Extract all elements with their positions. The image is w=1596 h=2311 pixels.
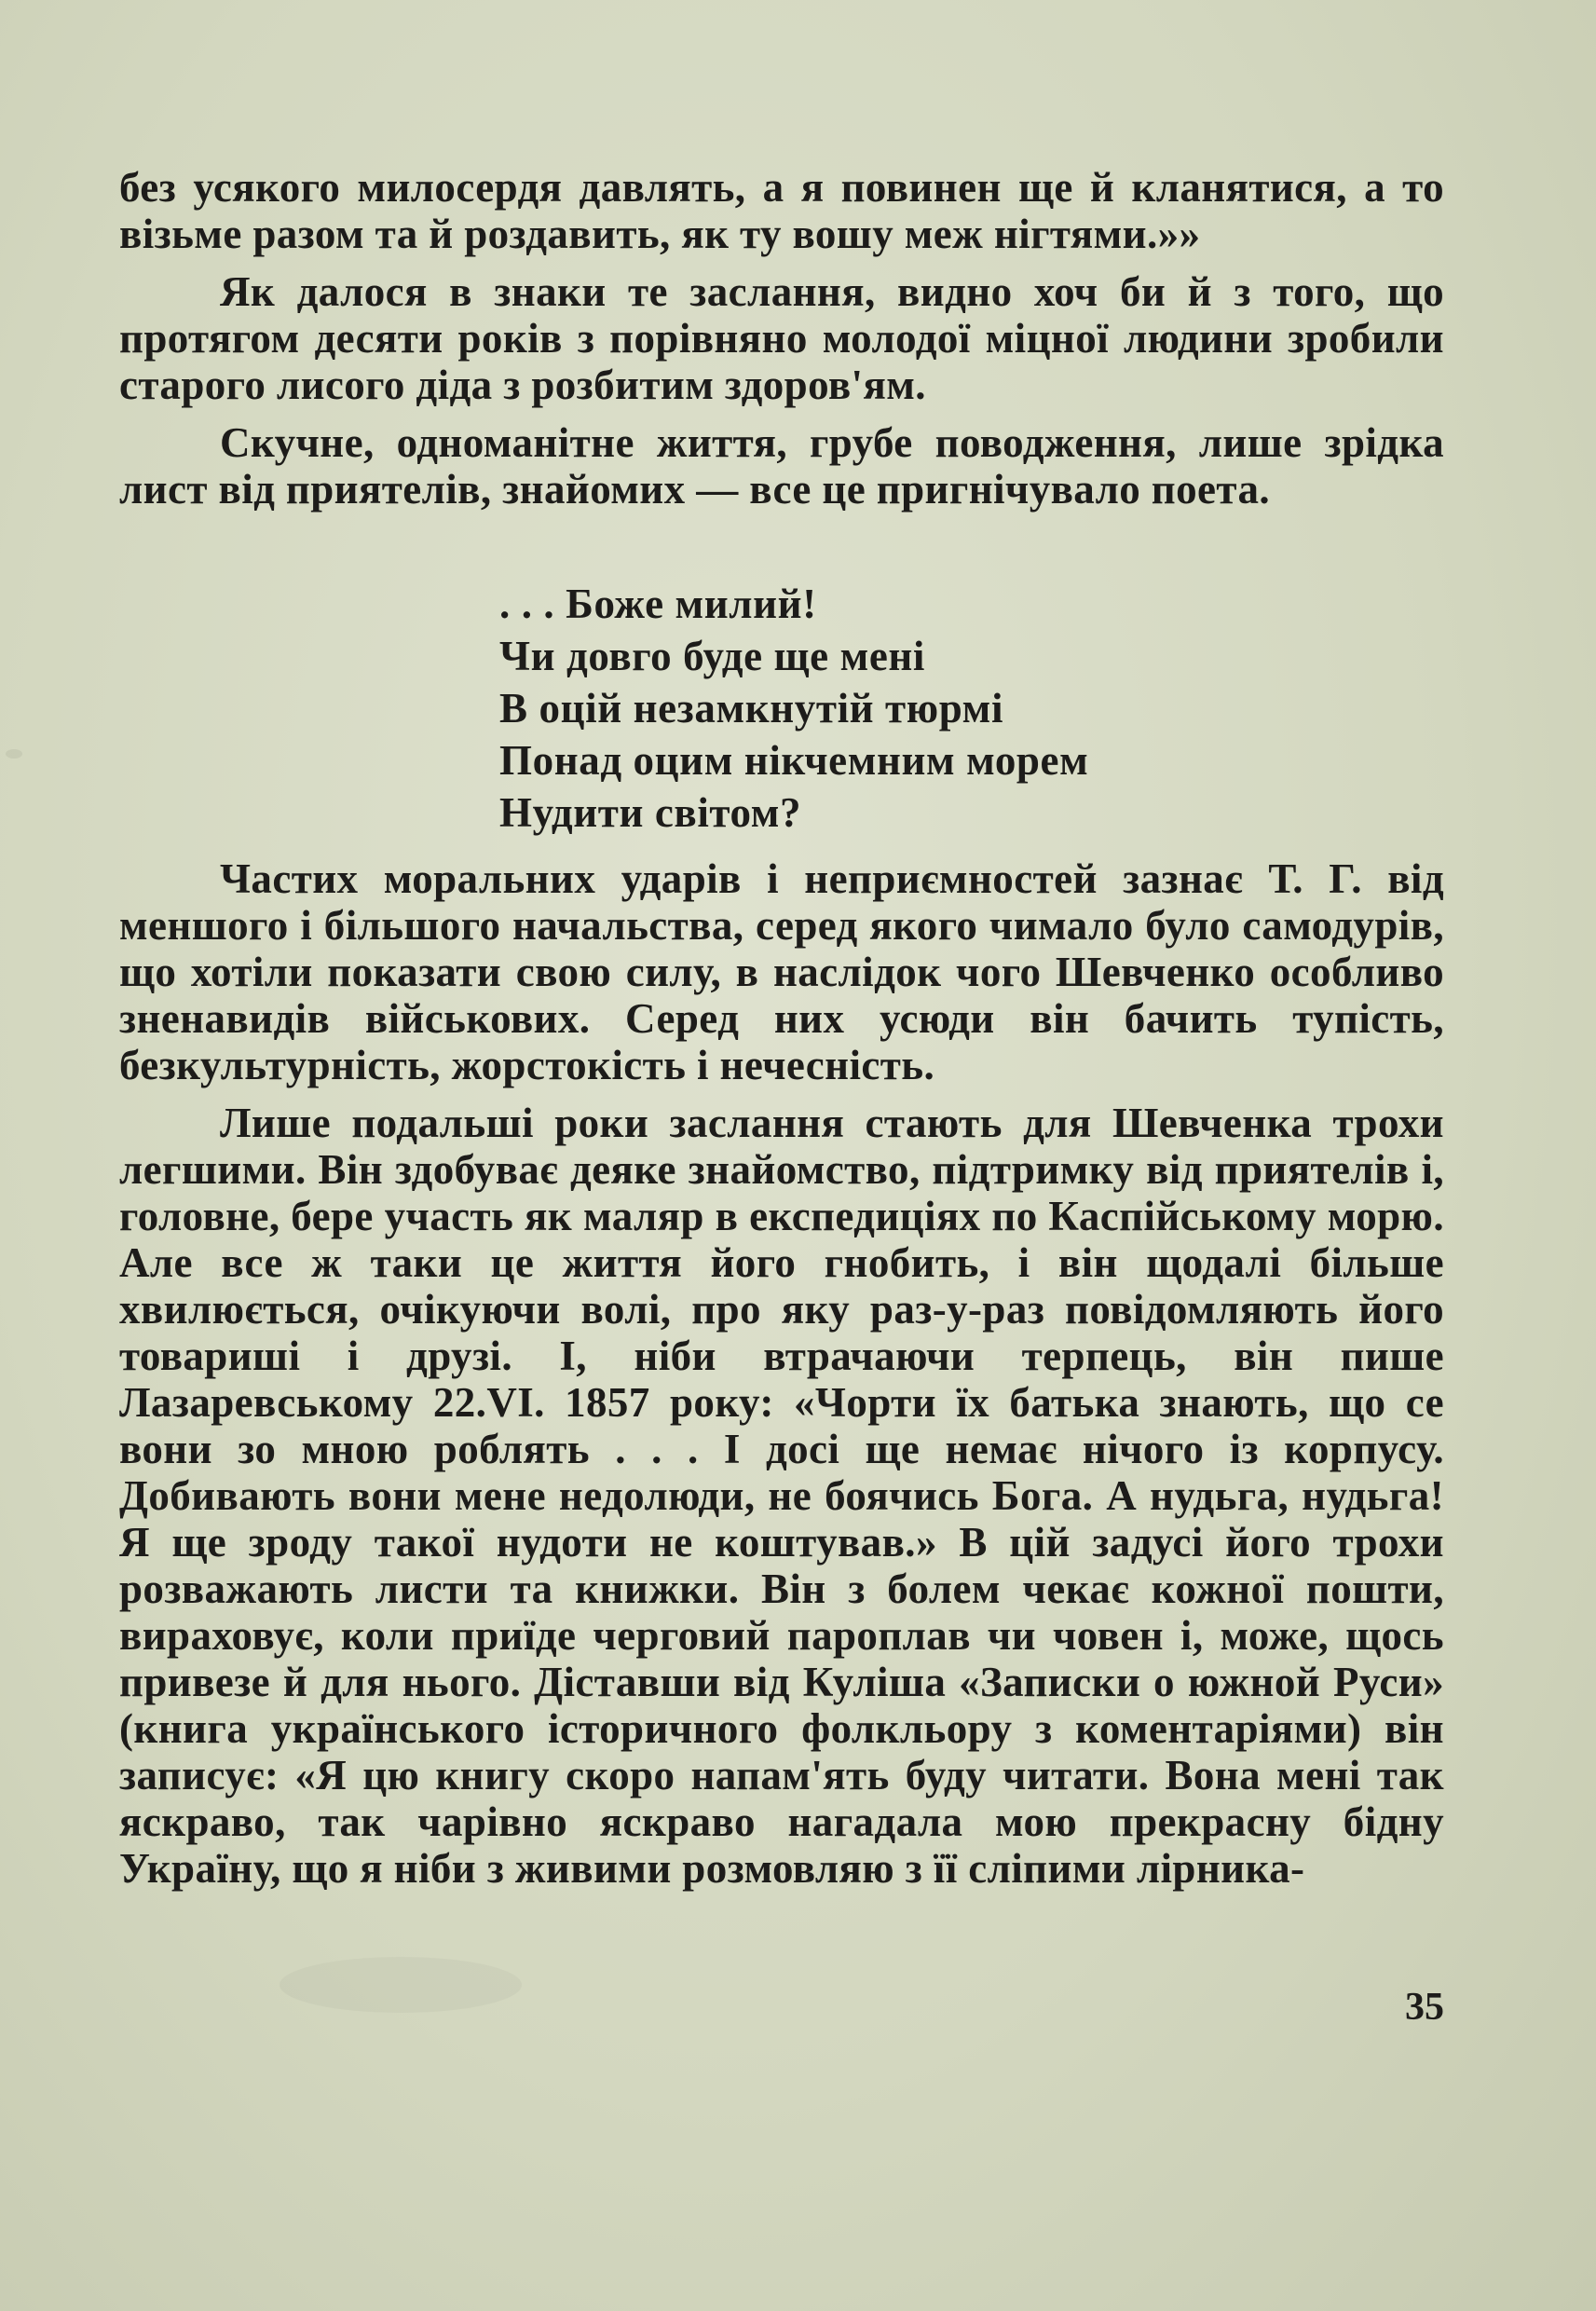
poem-line: Чи довго буде ще мені xyxy=(499,633,926,679)
poem-line: В оцій незамкнутій тюрмі xyxy=(499,685,1004,732)
paragraph-moral-blows: Частих моральних ударів і неприємностей зазнає Т. Г. від меншого і більшого начальства, серед якого чимало було самодурів, що хотіли показати свою силу, в наслідок чого Шевченко особливо зненавидів військових. Серед них усюди він бачить тупість, безкультурність, жорстокість і нечесність. xyxy=(119,855,1444,1088)
bottom-text-block xyxy=(119,855,1444,1892)
poem-quote xyxy=(499,578,1088,839)
paragraph-monotonous-life: Скучне, одноманітне життя, грубе поводження, лише зрідка лист від приятелів, знайомих — все це пригнічувало поета. xyxy=(119,419,1444,513)
poem-line: Нудити світом? xyxy=(499,789,802,836)
ink-spot xyxy=(6,749,22,759)
paragraph-exile-toll: Як далося в знаки те заслання, видно хоч би й з того, що протягом десяти років з порівняно молодої міцної людини зробили старого лисого діда з розбитим здоров'ям. xyxy=(119,268,1444,408)
show-through-stain xyxy=(280,1957,522,2013)
paragraph-later-years: Лише подальші роки заслання стають для Шевченка трохи легшими. Він здобуває деяке знайомство, підтримку від приятелів і, головне, бере участь як маляр в експедиціях по Каспійському морю. Але все ж таки це життя його гнобить, і він щодалі більше хвилюється, очікуючи волі, про яку раз-у-раз повідомляють його товариші і друзі. І, ніби втрачаючи терпець, він пише Лазаревському 22.VI. 1857 року: «Чорти їх батька знають, що се вони зо мною роблять . . . І досі ще немає нічого із корпусу. Добивають вони мене недолюди, не боячись Бога. А нудьга, нудьга! Я ще зроду такої нудоти не коштував.» В цій задусі його трохи розважають листи та книжки. Він з болем чекає кожної пошти, вираховує, коли приїде черговий пароплав чи човен і, може, щось привезе й для нього. Діставши від Куліша «Записки о южной Руси» (книга українського історичного фолкльору з коментаріями) він записує: «Я цю книгу скоро напам'ять буду читати. Вона мені так яскраво, так чарівно яскраво нагадала мою прекрасну бідну Україну, що я ніби з живими розмовляю з її сліпими лірника- xyxy=(119,1100,1444,1892)
paragraph-continuation: без усякого милосердя давлять, а я повинен ще й кланятися, а то візьме разом та й роздавить, як ту вошу меж нігтями.»» xyxy=(119,164,1444,257)
poem-line: . . . Боже милий! xyxy=(499,581,817,627)
page-number: 35 xyxy=(1405,1986,1444,2029)
top-text-block xyxy=(119,164,1444,513)
poem-line: Понад оцим нікчемним морем xyxy=(499,737,1089,784)
